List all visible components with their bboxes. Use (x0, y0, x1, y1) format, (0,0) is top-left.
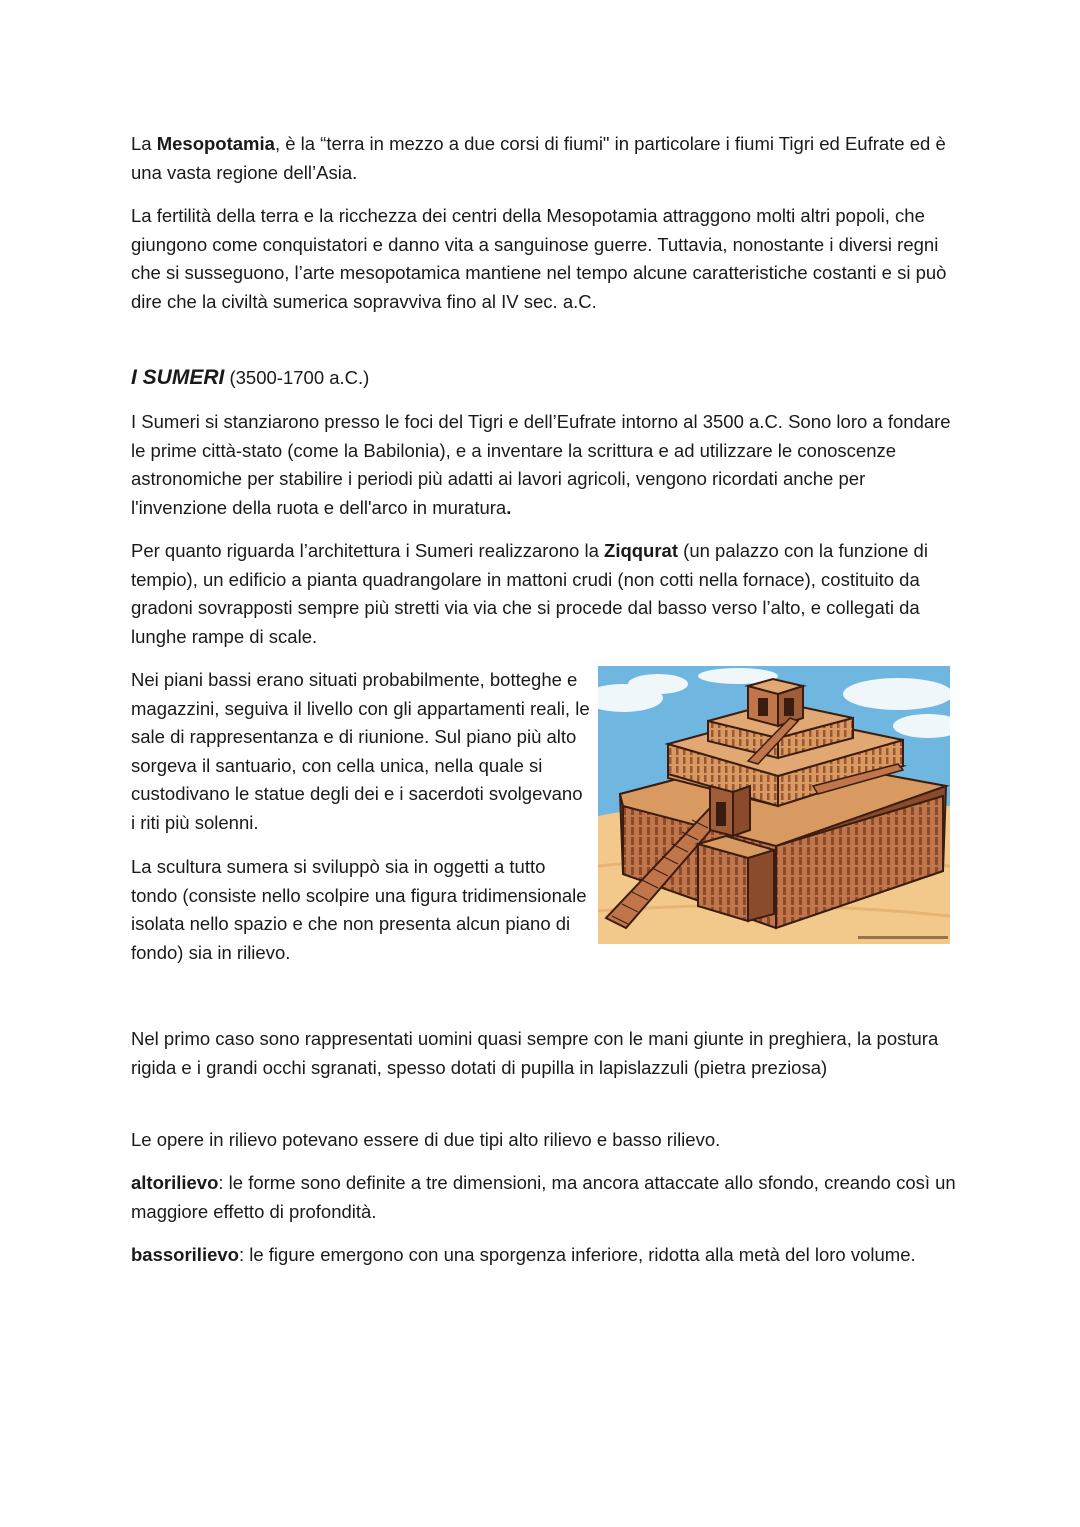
text-run: : le figure emergono con una sporgenza inferiore, ridotta alla metà del loro volume. (238, 1244, 916, 1265)
paragraph-mesopotamia-intro (131, 130, 956, 187)
paragraph-sumeri-history (131, 408, 956, 522)
text-run: Per quanto riguarda l’architettura i Sumeri realizzarono la (131, 540, 605, 561)
heading-dates: (3500-1700 a.C.) (224, 367, 370, 388)
term-ziqqurat: Ziqqurat (604, 540, 679, 561)
text-run: , è la “terra in mezzo a due corsi di fiumi" in particolare i fiumi Tigri ed Eufrate ed è una vasta regione dell’Asia. (131, 133, 946, 183)
paragraph-bassorilievo (131, 1241, 956, 1270)
ziggurat-icon (598, 666, 950, 944)
term-altorilievo: altorilievo (131, 1172, 219, 1193)
paragraph-floors: Nei piani bassi erano situati probabilmente, botteghe e magazzini, seguiva il livello con gli appartamenti reali, le sale di rappresentanza e di riunione. Sul piano più alto sorgeva il santuario, con cella unica, nella quale si custodivano le statue degli dei e i sacerdoti svolgevano i riti più solenni. (131, 669, 590, 833)
paragraph-ziqqurat (131, 537, 956, 651)
section-heading-sumeri (131, 364, 369, 392)
term-mesopotamia: Mesopotamia (156, 133, 275, 154)
ziggurat-illustration (598, 666, 950, 944)
text-run: : le forme sono definite a tre dimensioni, ma ancora attaccate allo sfondo, creando così un maggiore effetto di profondità. (131, 1172, 956, 1222)
text-run: La (131, 133, 157, 154)
term-bassorilievo: bassorilievo (131, 1244, 239, 1265)
text-run: I Sumeri si stanziarono presso le foci del Tigri e dell’Eufrate intorno al 3500 a.C. Sono loro a fondare le prime città-stato (come la Babilonia), e a inventare la scrittura e ad utilizzare le conoscenze astronomiche per stabilire i periodi più adatti ai lavori agricoli, vengono ricordati anche per l'invenzione della ruota e dell'arco in muratura (131, 411, 951, 518)
paragraph-relief-types: Le opere in rilievo potevano essere di due tipi alto rilievo e basso rilievo. (131, 1129, 721, 1150)
text-run-bold: . (506, 496, 512, 518)
heading-title: I SUMERI (131, 366, 225, 389)
paragraph-altorilievo (131, 1169, 956, 1226)
paragraph-statues: Nel primo caso sono rappresentati uomini quasi sempre con le mani giunte in preghiera, la postura rigida e i grandi occhi sgranati, spesso dotati di pupilla in lapislazzuli (pietra preziosa) (131, 1028, 939, 1078)
text-run: (un palazzo con la funzione di tempio), un edificio a pianta quadrangolare in mattoni crudi (non cotti nella fornace), costituito da gradoni sovrapposti sempre più stretti via via che si procede dal basso verso l’alto, e collegati da lunghe rampe di scale. (131, 540, 928, 647)
paragraph-fertility: La fertilità della terra e la ricchezza dei centri della Mesopotamia attraggono molti altri popoli, che giungono come conquistatori e danno vita a sanguinose guerre. Tuttavia, nonostante i diversi regni che si susseguono, l’arte mesopotamica mantiene nel tempo alcune caratteristiche costanti e si può dire che la civiltà sumerica sopravviva fino al IV sec. a.C. (131, 205, 947, 312)
paragraph-sculpture: La scultura sumera si sviluppò sia in oggetti a tutto tondo (consiste nello scolpire una figura tridimensionale isolata nello spazio e che non presenta alcun piano di fondo) sia in rilievo. (131, 856, 587, 963)
